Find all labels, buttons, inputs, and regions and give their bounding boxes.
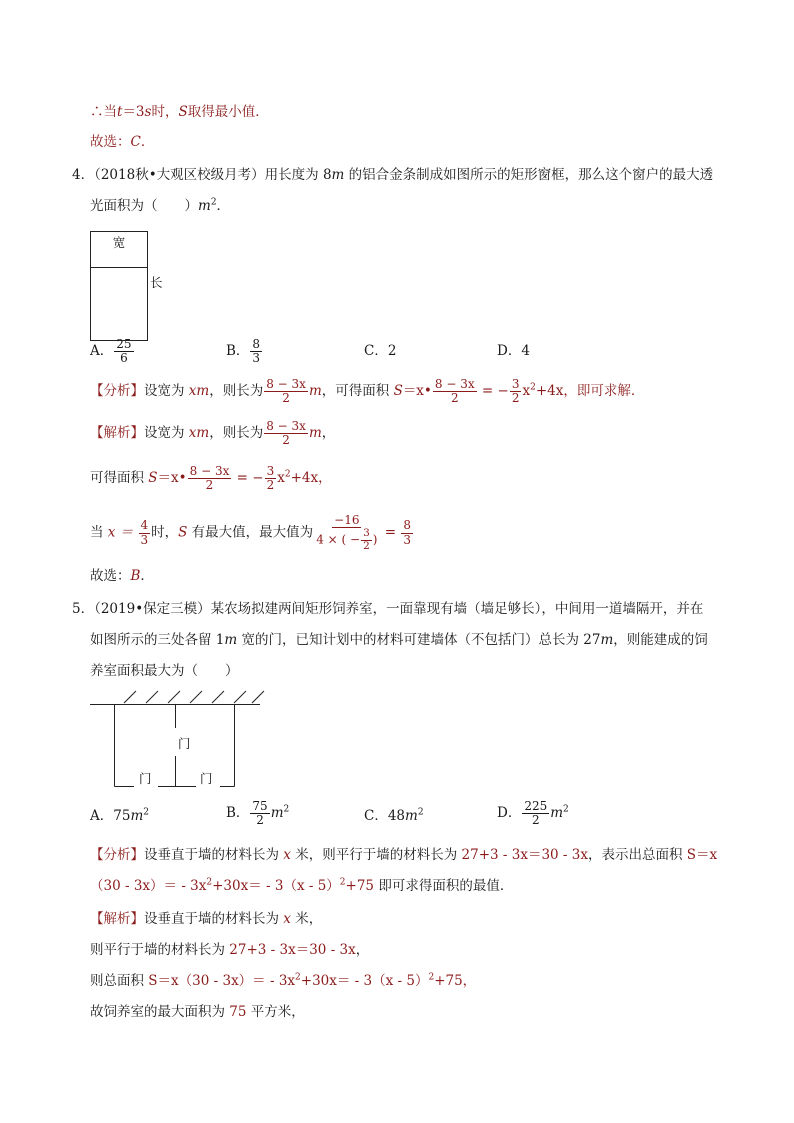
numerator: 75 bbox=[252, 799, 268, 813]
fraction bbox=[265, 465, 277, 492]
numerator: 4 bbox=[140, 518, 149, 533]
option-label: D．4 bbox=[497, 343, 530, 359]
text: 2 bbox=[295, 972, 301, 983]
text: 2 bbox=[530, 382, 536, 393]
q5-stem-line2 bbox=[90, 630, 708, 650]
prev-conclusion bbox=[90, 102, 269, 122]
denominator: 3 bbox=[252, 351, 261, 366]
fraction bbox=[433, 378, 477, 405]
fraction bbox=[510, 378, 522, 405]
analysis-tag: 【分析】 bbox=[90, 383, 144, 400]
text: 5．（2019•保定三模）某农场拟建两间矩形饲养室，一面靠现有墙（墙足够长），中间用一道墙隔开，并在 bbox=[72, 601, 704, 617]
text: 平方米， bbox=[246, 1004, 305, 1020]
text: +4x， bbox=[290, 470, 332, 487]
window-frame-figure bbox=[88, 228, 178, 346]
option-label: B． bbox=[226, 343, 250, 360]
text: ＝x• bbox=[402, 383, 432, 400]
option-label: A．75 bbox=[90, 808, 131, 824]
text: ，可得面积 bbox=[321, 383, 394, 400]
q5-solution-line1 bbox=[90, 909, 322, 929]
text: 故选： bbox=[90, 134, 131, 150]
fraction bbox=[361, 528, 372, 552]
q4-option-b[interactable] bbox=[226, 338, 263, 365]
q5-stem-line3 bbox=[90, 661, 239, 681]
farm-rooms-figure bbox=[88, 690, 268, 792]
text: +4x，即可求解． bbox=[535, 383, 645, 400]
fraction bbox=[250, 800, 269, 827]
text: 光面积为（ ） bbox=[90, 198, 198, 214]
q5-option-b[interactable] bbox=[226, 800, 289, 827]
q5-solution-line3 bbox=[90, 971, 476, 991]
figure-door-left: 门 bbox=[139, 771, 152, 786]
text: 有最大值，最大值为 bbox=[187, 524, 314, 541]
denominator bbox=[314, 528, 379, 552]
text: 养室面积最大为（ ） bbox=[90, 663, 239, 679]
text: x bbox=[277, 470, 285, 487]
text: 75 bbox=[229, 1004, 247, 1020]
figure-door-middle: 门 bbox=[178, 736, 191, 751]
text: ) bbox=[372, 532, 378, 547]
text: m bbox=[130, 808, 144, 824]
text: 如图所示的三处各留 1 bbox=[90, 632, 225, 648]
figure-label-length: 长 bbox=[150, 275, 163, 290]
text: t bbox=[117, 104, 123, 120]
text: +75 bbox=[345, 878, 375, 894]
text: ，则能建成的饲 bbox=[613, 632, 708, 648]
text: ， bbox=[321, 425, 336, 442]
text: 当 bbox=[90, 524, 108, 541]
q5-solution-line2 bbox=[90, 940, 369, 960]
text: m bbox=[308, 425, 322, 442]
text: 4 × ( − bbox=[316, 532, 361, 547]
q5-analysis-line2 bbox=[90, 876, 513, 896]
numerator: 8 bbox=[252, 337, 261, 351]
text: 设宽为 bbox=[144, 383, 189, 400]
text: S bbox=[178, 104, 188, 120]
text: 故饲养室的最大面积为 bbox=[90, 1004, 230, 1020]
text: s bbox=[144, 104, 152, 120]
text: ∴当 bbox=[90, 104, 117, 120]
denominator: 2 bbox=[266, 478, 275, 493]
text: x bbox=[522, 383, 531, 400]
text: 米， bbox=[290, 911, 323, 927]
analysis-tag: 【分析】 bbox=[90, 847, 144, 863]
text: = bbox=[380, 524, 401, 541]
text: +30x＝ - 3（x - 5） bbox=[212, 878, 340, 894]
text: 宽的门，已知计划中的材料可建墙体（不包括门）总长为 27 bbox=[237, 632, 601, 648]
fraction bbox=[264, 420, 308, 447]
text: 设垂直于墙的材料长为 bbox=[144, 847, 284, 863]
text: 米，则平行于墙的材料长为 bbox=[290, 847, 462, 863]
denominator: 2 bbox=[205, 478, 214, 493]
q4-solution-line1 bbox=[90, 420, 335, 447]
text: 27+3 - 3x＝30 - 3x bbox=[461, 847, 588, 863]
text: m bbox=[224, 632, 238, 648]
fraction bbox=[139, 519, 151, 546]
text: 27+3 - 3x＝30 - 3x bbox=[229, 942, 356, 958]
text: = − bbox=[477, 383, 509, 400]
denominator: 2 bbox=[511, 391, 520, 406]
q5-analysis-line1 bbox=[90, 845, 717, 865]
text: x bbox=[283, 911, 291, 927]
q4-option-d[interactable] bbox=[497, 341, 530, 361]
denominator: 2 bbox=[256, 813, 264, 828]
option-label: C．48 bbox=[364, 808, 406, 824]
fraction bbox=[250, 338, 262, 365]
text: 取得最小值． bbox=[187, 104, 269, 120]
q5-option-d[interactable] bbox=[497, 800, 569, 827]
q5-option-c[interactable] bbox=[364, 806, 424, 826]
text: ，则长为 bbox=[209, 425, 264, 442]
q4-solution-line3 bbox=[90, 514, 414, 552]
numerator: 3 bbox=[363, 527, 370, 540]
text: ． bbox=[140, 568, 154, 584]
q5-solution-line4 bbox=[90, 1002, 305, 1022]
text: 2 bbox=[206, 877, 213, 888]
q4-option-c[interactable] bbox=[364, 341, 396, 361]
text: 故选： bbox=[90, 568, 131, 584]
text: 2 bbox=[428, 972, 435, 983]
text: 则总面积 bbox=[90, 973, 149, 989]
denominator: 6 bbox=[120, 351, 128, 366]
numerator: 8 − 3x bbox=[266, 419, 306, 433]
q5-stem-line1 bbox=[72, 599, 703, 619]
numerator: 225 bbox=[524, 799, 548, 813]
text: 设垂直于墙的材料长为 bbox=[144, 911, 284, 927]
option-label: C．2 bbox=[364, 343, 397, 359]
text: ，则长为 bbox=[209, 383, 264, 400]
denominator: 2 bbox=[531, 813, 540, 828]
text: ＝3 bbox=[122, 104, 145, 120]
option-label: B． bbox=[226, 805, 250, 822]
text: 则平行于墙的材料长为 bbox=[90, 942, 230, 958]
text: 4．（2018秋•大观区校级月考）用长度为 8 bbox=[72, 167, 332, 183]
numerator: −16 bbox=[334, 513, 360, 527]
text: xm bbox=[188, 425, 210, 442]
numerator: 8 − 3x bbox=[266, 377, 306, 391]
numerator: 8 − 3x bbox=[434, 377, 475, 391]
text: 即可求得面积的最值． bbox=[374, 878, 514, 894]
text: +75， bbox=[434, 973, 477, 989]
option-label: D． bbox=[497, 805, 522, 822]
text: x bbox=[283, 847, 291, 863]
fraction bbox=[522, 800, 549, 827]
text: S＝x（30 - 3x）＝ - 3x bbox=[148, 973, 296, 989]
denominator: 3 bbox=[403, 532, 411, 547]
text: = − bbox=[232, 470, 264, 487]
numerator: 8 bbox=[403, 518, 411, 533]
prev-answer bbox=[90, 132, 154, 152]
q4-solution-line2 bbox=[90, 465, 332, 492]
text: 2 bbox=[563, 804, 569, 815]
figure-door-right: 门 bbox=[200, 771, 213, 786]
text: m bbox=[270, 805, 284, 822]
text: m bbox=[308, 383, 322, 400]
text: 设宽为 bbox=[144, 425, 189, 442]
text: 2 bbox=[284, 469, 291, 480]
text: 2 bbox=[143, 807, 149, 818]
numerator: 25 bbox=[116, 337, 132, 351]
q4-analysis bbox=[90, 378, 644, 405]
q4-solution-answer bbox=[90, 566, 154, 586]
fraction bbox=[401, 519, 413, 546]
text: m bbox=[198, 198, 211, 214]
text: +30x＝ - 3（x - 5） bbox=[300, 973, 429, 989]
q4-stem-line1 bbox=[72, 165, 713, 185]
text: 2 bbox=[283, 804, 290, 815]
text: B bbox=[130, 568, 141, 584]
text: 时， bbox=[151, 524, 179, 541]
numerator: 3 bbox=[266, 464, 275, 478]
figure-label-width: 宽 bbox=[112, 235, 126, 250]
text: S bbox=[178, 524, 188, 541]
text: ，表示出总面积 bbox=[587, 847, 687, 863]
wall-hatching bbox=[124, 691, 264, 703]
text: 可得面积 bbox=[90, 470, 149, 487]
text: ＝x• bbox=[157, 470, 187, 487]
text: 2 bbox=[210, 197, 217, 208]
denominator: 2 bbox=[363, 539, 370, 552]
text: ， bbox=[355, 942, 370, 958]
denominator: 2 bbox=[282, 433, 290, 448]
text: m bbox=[550, 805, 564, 822]
fraction bbox=[264, 378, 308, 405]
text: S＝x bbox=[686, 847, 718, 863]
text: ． bbox=[140, 134, 155, 150]
fraction bbox=[314, 514, 379, 552]
text: 的铝合金条制成如图所示的矩形窗框，那么这个窗户的最大透 bbox=[344, 167, 714, 183]
text: xm bbox=[188, 383, 210, 400]
text: 时， bbox=[151, 104, 179, 120]
text: m bbox=[405, 808, 418, 824]
text: （30 - 3x）＝ - 3x bbox=[90, 878, 207, 894]
q5-option-a[interactable] bbox=[90, 806, 149, 826]
text: C bbox=[130, 134, 141, 150]
text: x ＝ bbox=[107, 524, 138, 541]
fraction bbox=[114, 338, 133, 365]
text: S bbox=[393, 383, 403, 400]
q4-stem-line2 bbox=[90, 196, 230, 216]
fraction bbox=[188, 465, 232, 492]
denominator: 2 bbox=[282, 391, 290, 406]
denominator: 2 bbox=[450, 391, 459, 406]
text: S bbox=[148, 470, 158, 487]
text: m bbox=[331, 167, 345, 183]
solution-tag: 【解析】 bbox=[90, 911, 144, 927]
solution-tag: 【解析】 bbox=[90, 425, 144, 442]
text: m bbox=[600, 632, 614, 648]
denominator: 3 bbox=[140, 532, 149, 547]
text: ． bbox=[216, 198, 231, 214]
text: 2 bbox=[339, 877, 346, 888]
numerator: 8 − 3x bbox=[189, 464, 230, 478]
q4-option-a[interactable] bbox=[90, 338, 135, 365]
numerator: 3 bbox=[511, 377, 520, 391]
option-label: A． bbox=[90, 343, 114, 360]
text: 2 bbox=[417, 807, 424, 818]
